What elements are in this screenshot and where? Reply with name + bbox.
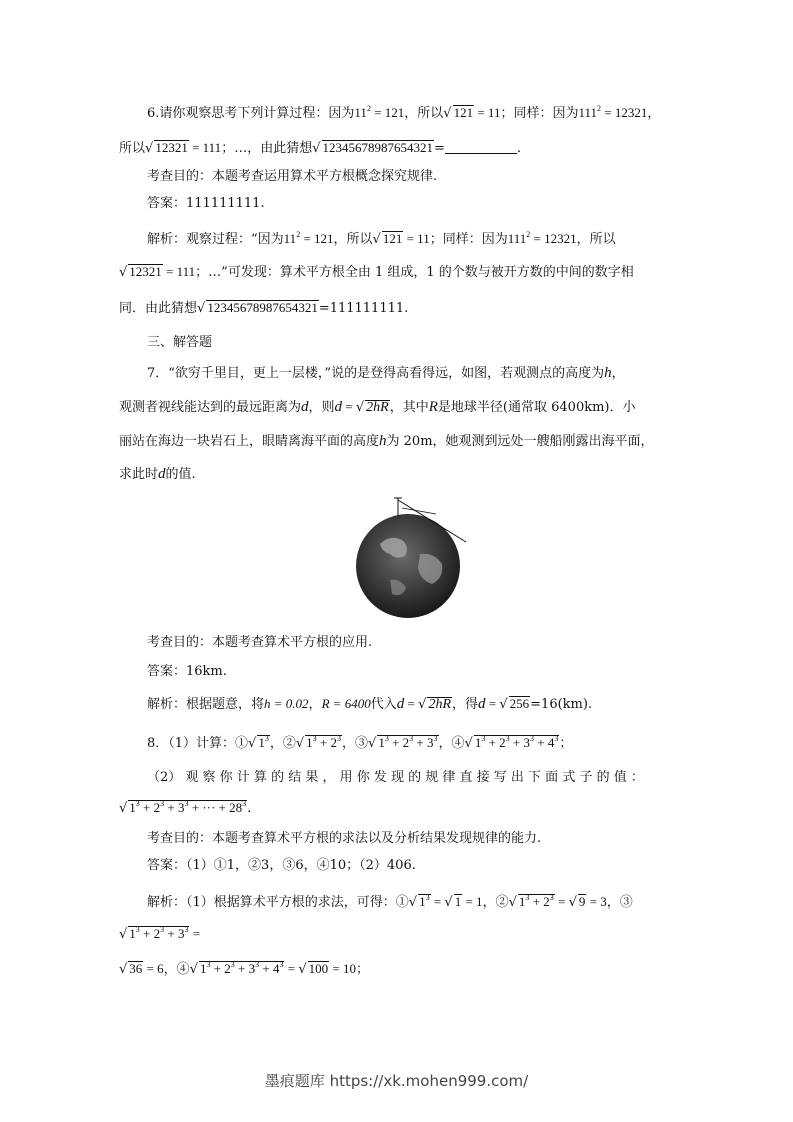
q7-text: 求此时 [119, 467, 159, 482]
var-h: h [604, 365, 612, 381]
math-h-value: h = 0.02 [264, 696, 309, 711]
math-sqrt-2hR: = √ 2hR [404, 696, 451, 712]
q7-text: 观测者视线能达到的最远距离为 [119, 400, 302, 415]
q6-analysis-line-2 [119, 262, 634, 283]
math-sqrt-sum-3: √ $1^3 + 2^3 + 3^3$ [368, 734, 438, 751]
q8-text: ； [355, 962, 369, 977]
q6-text: 同．由此猜想 [119, 301, 198, 316]
q7-text: ，得 [452, 697, 479, 712]
var-R: R [428, 399, 438, 415]
var-d: d [478, 696, 486, 712]
var-d: d [301, 399, 309, 415]
q8-text: ，② [482, 895, 509, 910]
earth-figure [350, 494, 470, 620]
q6-text: ；同样：因为 [429, 232, 508, 247]
q8-analysis-line-2 [119, 924, 200, 945]
var-h: h [379, 433, 387, 449]
math-sqrt-121: √ 121 = 11 [443, 105, 501, 121]
q6-analysis-line-3 [119, 298, 408, 319]
math-sqrt-big: √ 12345678987654321 [197, 300, 318, 316]
math-result-3: √ $1^3 + 2^3 + 3^3$ = [119, 925, 201, 942]
var-d: d [334, 399, 343, 415]
q7-text: 的值. [165, 467, 196, 482]
q7-line-2 [119, 397, 636, 418]
q8-analysis-line-1 [147, 892, 633, 913]
q7-text: 解析：根据题意，将 [147, 697, 265, 712]
q7-text: 代入 [370, 697, 397, 712]
q7-text: 为 20m，她观测到远处一艘船刚露出海平面， [386, 434, 654, 449]
math-result-2: √ $1^3 + 2^3$ = √ 9 = 3 [508, 893, 607, 910]
q8-text: ，③ [342, 736, 369, 751]
q6-text: = [434, 141, 445, 156]
math-11-squared: $11^2 = 121$ [283, 230, 334, 246]
math-sqrt-sum-28: √ $1^3 + 2^3 + 3^3$ + ··· + $28^3$ [119, 799, 247, 816]
math-sqrt-big: √ 12345678987654321 [312, 140, 433, 156]
q7-text: 丽站在海边一块岩石上，眼睛离海平面的高度 [119, 434, 380, 449]
q8-text: ； [559, 736, 573, 751]
q6-text: ，所以 [333, 232, 373, 247]
q8-line-2: （2） 观 察 你 计 算 的 结 果 ， 用 你 发 现 的 规 律 直 接 写 出 下 面 式 子 的 值 ： [147, 770, 644, 785]
q7-analysis [147, 694, 592, 715]
q6-text: ，所以 [576, 232, 616, 247]
q7-line-1 [147, 363, 625, 384]
q7-text: ，则 [308, 400, 335, 415]
q6-text: =111111111. [318, 301, 409, 316]
q8-line-3 [119, 798, 251, 819]
globe-shape [356, 514, 460, 618]
answer-blank [445, 141, 517, 154]
q8-text: ，③ [606, 895, 633, 910]
q7-text: ， [308, 697, 322, 712]
math-result-4: √ $1^3 + 2^3 + 3^3 + 4^3$ = √ 100 = 10 [189, 960, 356, 977]
q8-text: . [247, 801, 252, 816]
q6-text: ；同样：因为 [500, 106, 579, 121]
q8-text: ，② [269, 736, 296, 751]
math-sqrt-sum-4: √ $1^3 + 2^3 + 3^3 + 4^3$ [464, 734, 559, 751]
q7-text: =16(km). [530, 697, 593, 712]
q7-text: 是地球半径(通常取 6400km)．小 [437, 400, 636, 415]
q6-answer: 答案：111111111. [147, 196, 265, 211]
q7-purpose: 考查目的：本题考查算术平方根的应用. [147, 635, 373, 650]
q7-text: ， [611, 366, 625, 381]
q8-analysis-line-3 [119, 959, 369, 980]
math-R-value: R = 6400 [321, 696, 371, 711]
q6-text: 所以 [119, 141, 146, 156]
q8-answer: 答案：（1）①1，②3，③6，④10；（2）406. [147, 858, 416, 873]
math-sqrt-121: √ 121 = 11 [372, 231, 430, 247]
q6-text: 解析：观察过程：“因为 [147, 232, 284, 247]
q8-text: 解析：（1）根据算术平方根的求法，可得：① [147, 895, 409, 910]
q7-text: 7．“欲穷千里目，更上一层楼，”说的是登得高看得远，如图，若观测点的高度为 [147, 366, 605, 381]
q7-line-3 [119, 431, 654, 452]
var-d: d [396, 696, 405, 712]
q8-text: ，④ [438, 736, 465, 751]
q6-text: ，所以 [404, 106, 444, 121]
math-sqrt-sum-2: √ $1^3 + 2^3$ [295, 734, 341, 751]
math-sqrt-256: = √ 256 [485, 696, 530, 712]
math-sqrt-sum-1: √ $1^3$ [248, 734, 269, 751]
q8-line-1 [147, 733, 572, 754]
q6-purpose: 考查目的：本题考查运用算术平方根概念探究规律. [147, 169, 438, 184]
q7-line-4 [119, 464, 196, 485]
section-heading: 三、解答题 [147, 335, 213, 350]
footer-watermark: 墨痕题库 https://xk.mohen999.com/ [264, 1072, 529, 1090]
q7-text: ，其中 [389, 400, 429, 415]
math-111-squared: $111^2 = 12321$ [507, 230, 577, 246]
math-11-squared: $11^2 = 121$ [354, 104, 405, 120]
math-111-squared: $111^2 = 12321$ [578, 104, 648, 120]
q6-text: ；…，由此猜想 [221, 141, 313, 156]
math-sqrt-12321: √ 12321 = 111 [145, 140, 222, 156]
q8-text: ，④ [163, 962, 190, 977]
q6-text: ， [647, 106, 661, 121]
q8-text: 8．（1）计算：① [147, 736, 249, 751]
math-result-1: √ $1^3$ = √ 1 = 1 [408, 893, 483, 910]
q6-text: 6.请你观察思考下列计算过程：因为 [147, 106, 355, 121]
math-result-36: √ 36 = 6 [119, 961, 164, 977]
q8-purpose: 考查目的：本题考查算术平方根的求法以及分析结果发现规律的能力. [147, 831, 542, 846]
q6-text: ；…”可发现：算术平方根全由 1 组成，1 的个数与被开方数的中间的数字相 [195, 265, 634, 280]
q6-line-1 [147, 103, 660, 124]
math-sqrt-2hR: = √ 2hR [342, 399, 389, 415]
q7-answer: 答案：16km. [147, 664, 227, 679]
math-sqrt-12321: √ 12321 = 111 [119, 264, 196, 280]
var-d: d [158, 466, 166, 482]
q6-analysis-line-1 [147, 229, 616, 250]
q6-text: . [516, 141, 522, 156]
q6-line-2 [119, 138, 521, 159]
